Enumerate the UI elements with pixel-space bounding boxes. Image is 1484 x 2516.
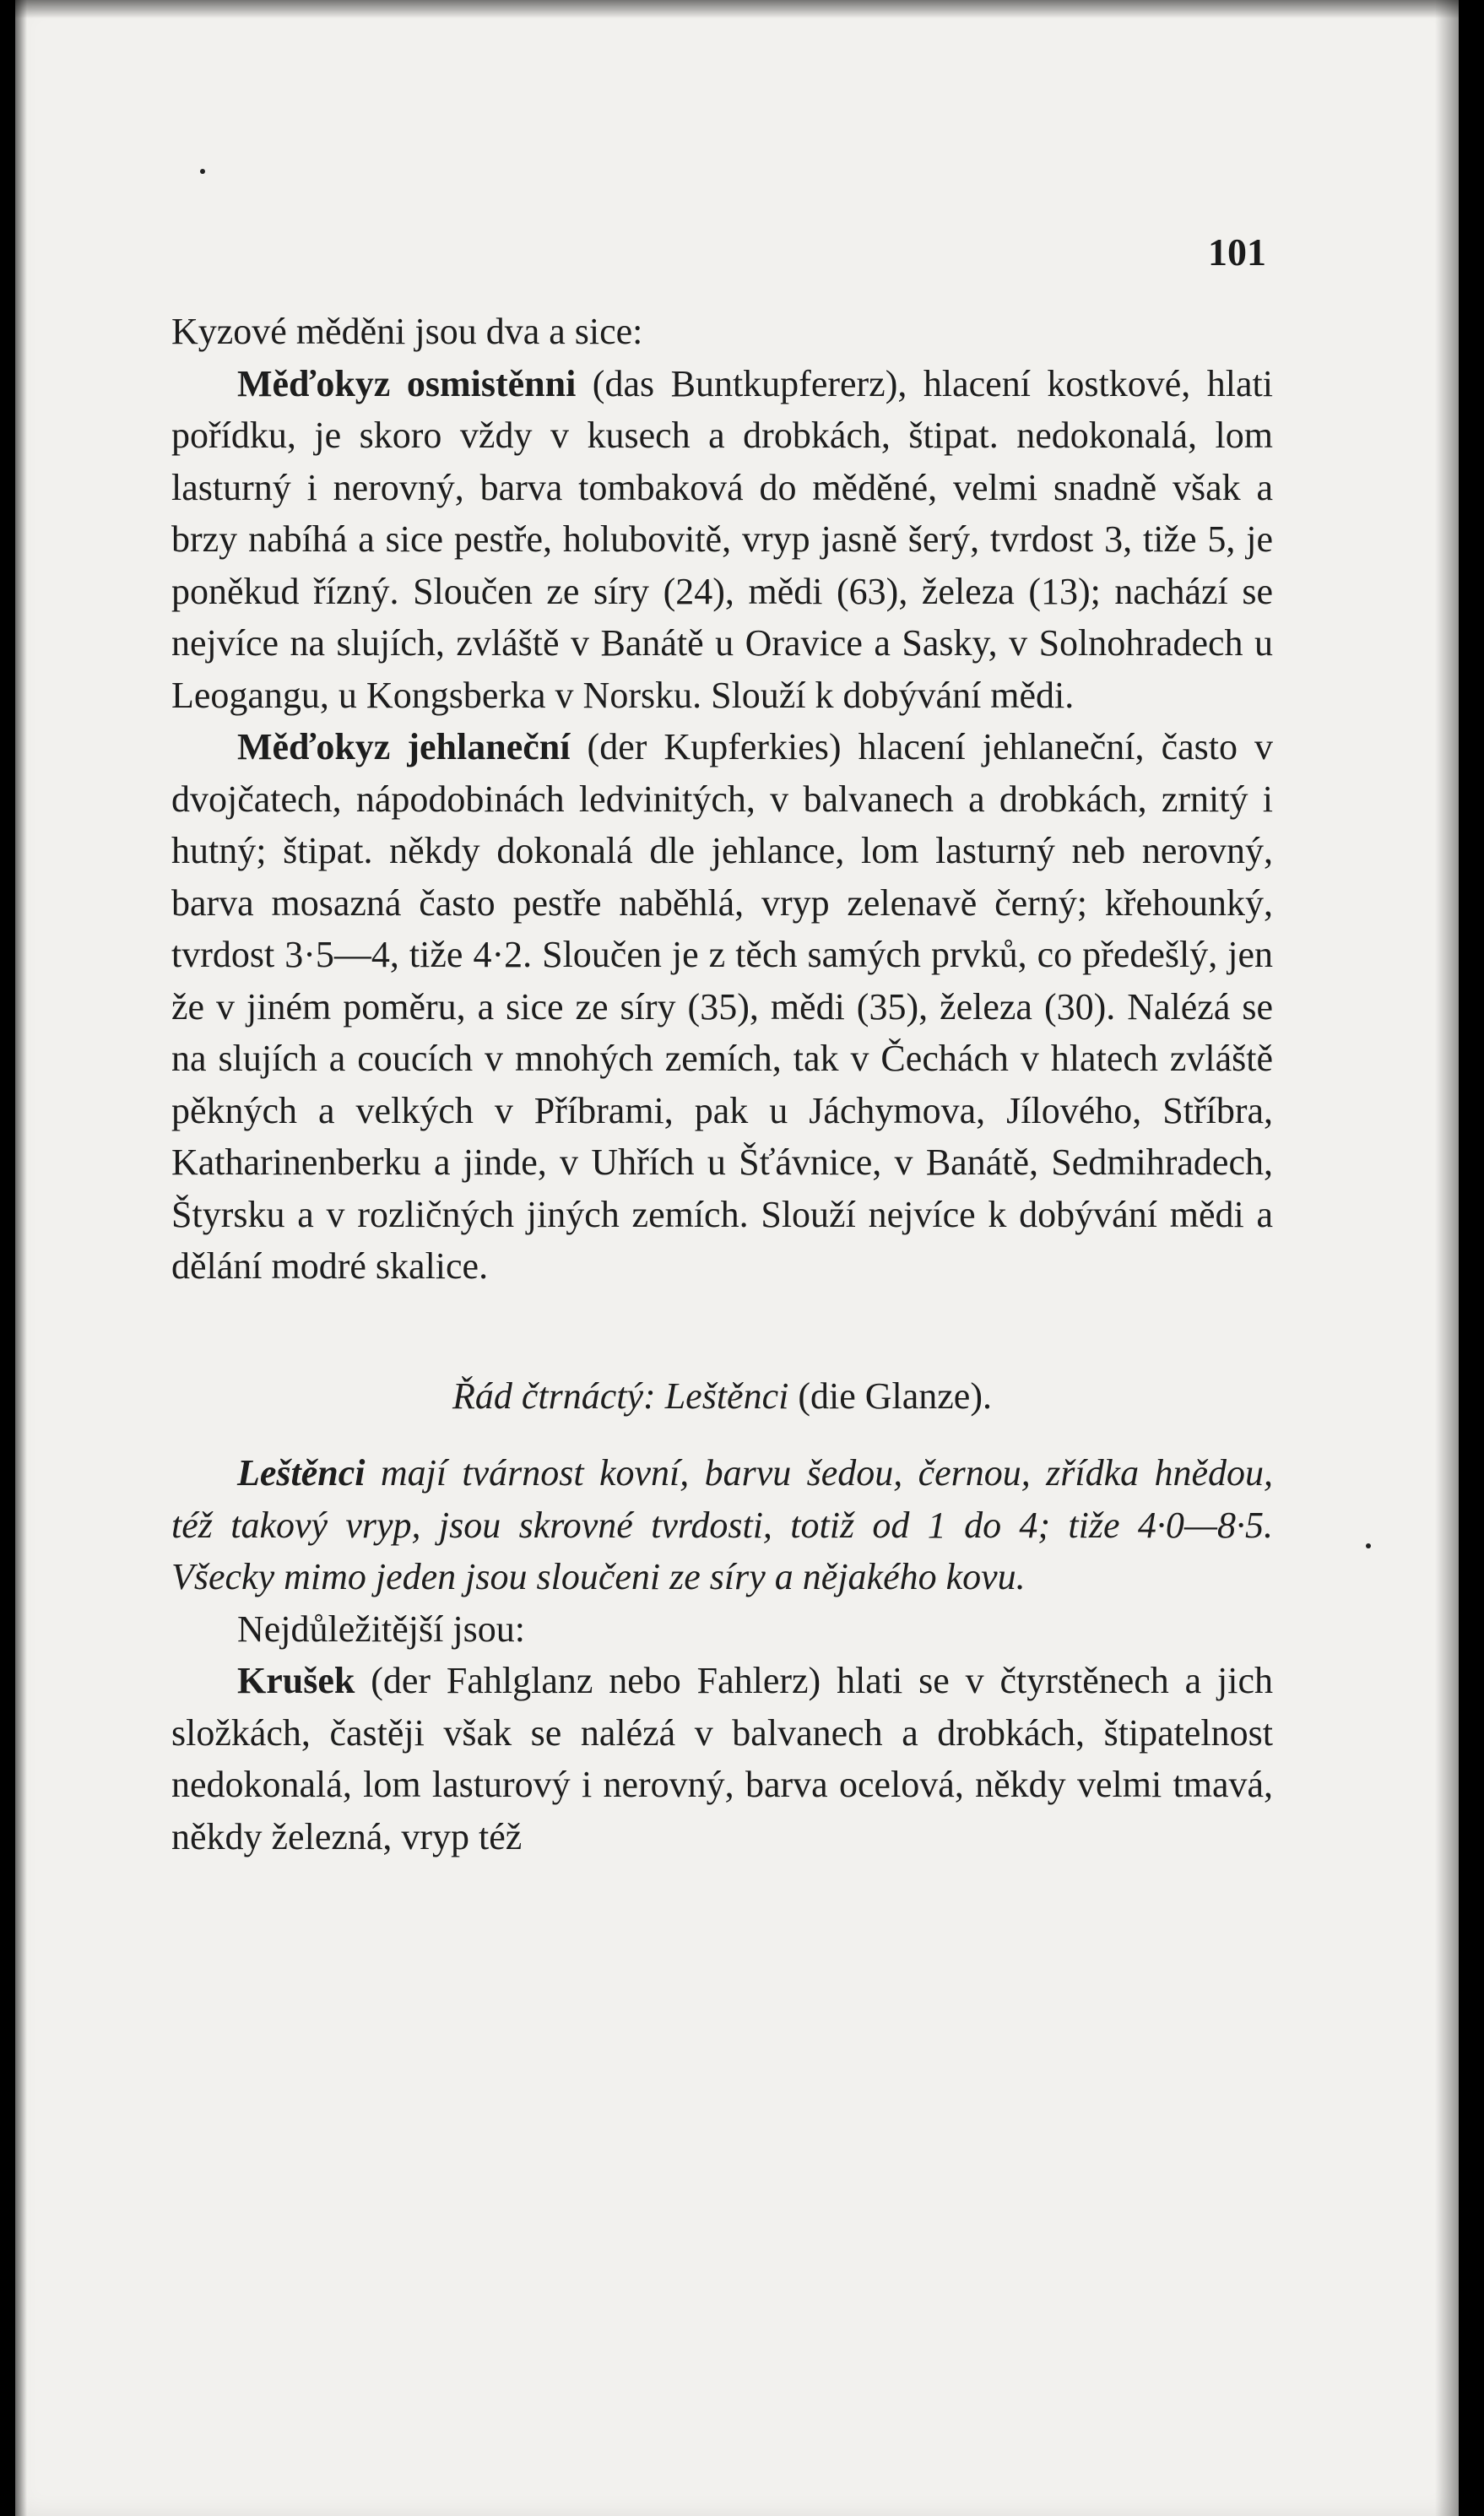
paragraph-chalcopyrite-octahedral <box>171 358 1273 722</box>
paragraph-tetrahedrite <box>171 1655 1273 1863</box>
mineral-title: Krušek <box>237 1660 355 1701</box>
group-title: Leštěnci <box>237 1452 366 1494</box>
german-name: (der Fahlglanz nebo Fahlerz) <box>371 1660 821 1701</box>
speck <box>1366 1543 1371 1548</box>
paragraph-glances <box>171 1447 1273 1603</box>
order-heading <box>171 1370 1273 1423</box>
german-name: (der Kupferkies) <box>587 726 842 767</box>
paragraph-text: hlati se v čtyrstěnech a jich složkách, častěji však se nalézá v balvanech a drobkách, štipatelnost nedokonalá, lom lasturový i nerovný, barva ocelová, někdy velmi tmavá, někdy železná, vryp též <box>171 1660 1274 1857</box>
page-left-shadow <box>15 0 27 2516</box>
page-number: 101 <box>1208 230 1266 274</box>
paragraph-important: Nejdůležitější jsou: <box>237 1608 525 1650</box>
mineral-title: Měďokyz jehlaneční <box>237 726 571 767</box>
page-top-shadow <box>15 0 1459 19</box>
mineral-title: Měďokyz osmistěnni <box>237 362 577 404</box>
german-name: (das Buntkupfererz), <box>592 362 907 404</box>
main-text <box>171 306 1273 1863</box>
speck <box>200 169 205 174</box>
page-right-shadow <box>1435 0 1459 2516</box>
paragraph-text: hlacení kostkové, hlati pořídku, je skoro vždy v kusech a drobkách, štipat. nedokonalá, lom lasturný i nerovný, barva tombaková do měděné, velmi snadně však a brzy nabíhá a sice pestře, holubovitě, vryp jasně šerý, tvrdost 3, tiže 5, je poněkud řízný. Sloučen ze síry (24), mědi (63), železa (13); nachází se nejvíce na slujích, zvláště v Banátě u Oravice a Sasky, v Solnohradech u Leogangu, u Kongsberka v Norsku. Slouží k dobývání mědi. <box>171 362 1273 716</box>
heading-german: (die Glanze). <box>798 1375 992 1417</box>
heading-italic: Řád čtrnáctý: Leštěnci <box>452 1375 789 1417</box>
paragraph-text: hlacení jehlaneční, často v dvojčatech, nápodobinách ledvinitých, v balvanech a drobkách, zrnitý i hutný; štipat. někdy dokonalá dle jehlance, lom lasturný neb nerovný, barva mosazná často pestře naběhlá, vryp zelenavě černý; křehounký, tvrdost 3·5—4, tiže 4·2. Sloučen je z těch samých prvků, co předešlý, jen že v jiném poměru, a sice ze síry (35), mědi (35), železa (30). Nalézá se na slujích a coucích v mnohých zemích, tak v Čechách v hlatech zvláště pěkných a velkých v Příbrami, pak u Jáchymova, Jílového, Stříbra, Katharinenberku a jinde, v Uhřích u Šťávnice, v Banátě, Sedmihradech, Štyrsku a v rozličných jiných zemích. Slouží nejvíce k dobývání mědi a dělání modré skalice. <box>171 726 1274 1287</box>
paragraph-text: mají tvárnost kovní, barvu šedou, černou, zřídka hnědou, též takový vryp, jsou skrovné tvrdosti, totiž od 1 do 4; tiže 4·0—8·5. Všecky mimo jeden jsou sloučeni ze síry a nějakého kovu. <box>171 1452 1273 1597</box>
section-intro: Kyzové měděni jsou dva a sice: <box>171 311 643 352</box>
paragraph-chalcopyrite-pyramidal <box>171 721 1273 1293</box>
